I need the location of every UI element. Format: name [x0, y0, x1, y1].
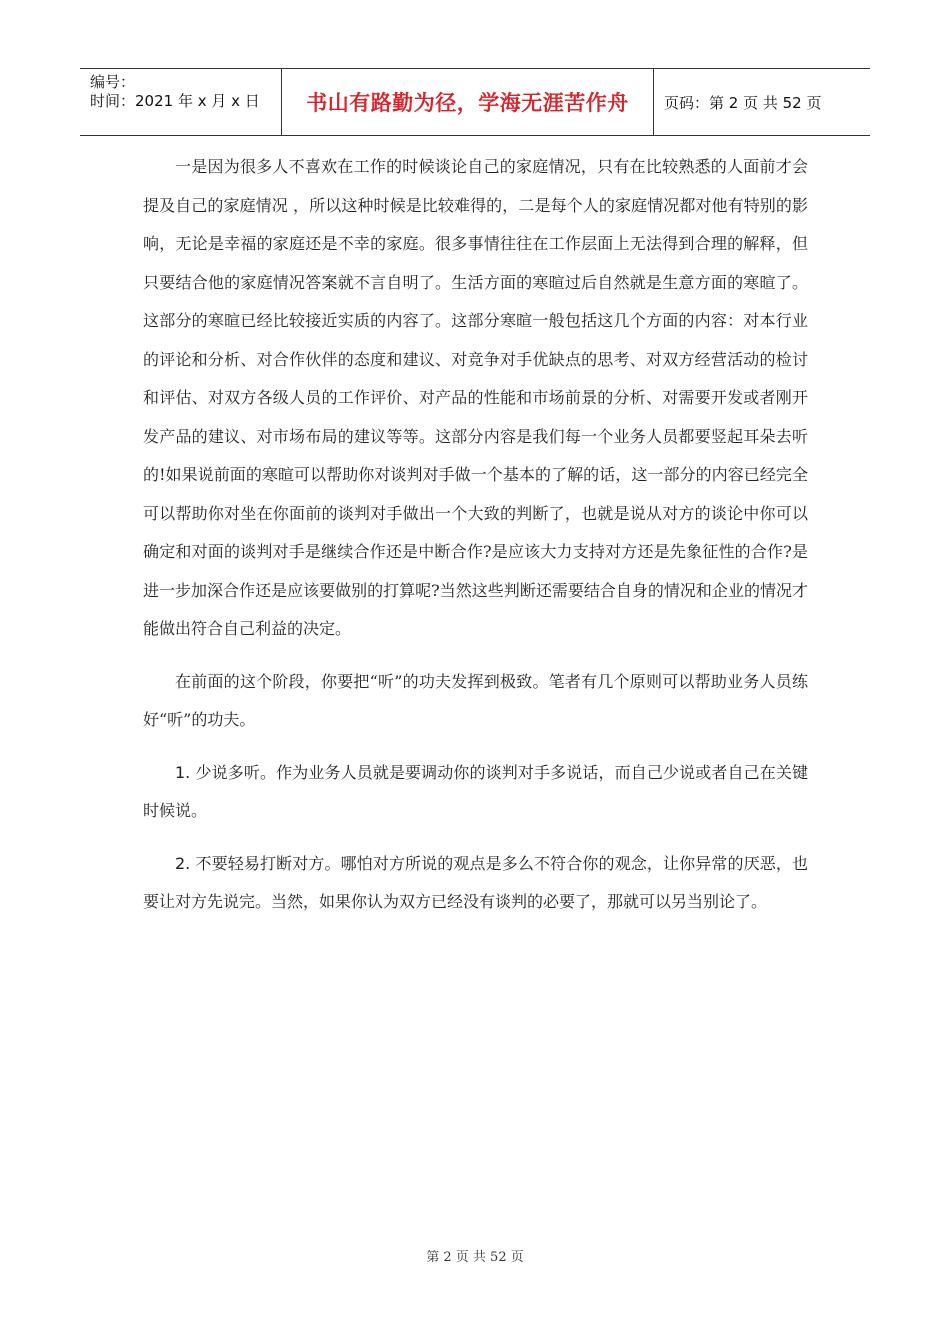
page-footer: 第 2 页 共 52 页	[426, 1250, 524, 1265]
header-meta	[80, 69, 282, 135]
list-item-2-number: 2.	[175, 853, 191, 873]
list-item-2	[143, 845, 808, 922]
list-item-1-text: 少说多听。作为业务人员就是要调动你的谈判对手多说话，而自己少说或者自己在关键时候说。	[143, 762, 808, 820]
list-item-1	[143, 754, 808, 831]
header-motto: 书山有路勤为径，学海无涯苦作舟	[282, 69, 654, 135]
header-page-info: 页码：第 2 页 共 52 页	[664, 93, 822, 112]
body-paragraph-2: 在前面的这个阶段，你要把“听”的功夫发挥到极致。笔者有几个原则可以帮助业务人员练好“听”的功夫。	[143, 671, 808, 729]
header-code-label: 编号：	[90, 73, 136, 91]
document-body	[143, 148, 808, 922]
list-item-2-text: 不要轻易打断对方。哪怕对方所说的观点是多么不符合你的观念，让你异常的厌恶，也要让对方先说完。当然，如果你认为双方已经没有谈判的必要了，那就可以另当别论了。	[143, 853, 808, 911]
list-item-1-number: 1.	[175, 762, 191, 782]
page-header	[80, 68, 870, 136]
body-paragraph-1: 一是因为很多人不喜欢在工作的时候谈论自己的家庭情况，只有在比较熟悉的人面前才会提及自己的家庭情况 ，所以这种时候是比较难得的，二是每个人的家庭情况都对他有特别的影响，无论是幸福的家庭还是不幸的家庭。很多事情往往在工作层面上无法得到合理的解释，但只要结合他的家庭情况答案就不言自明了。生活方面的寒暄过后自然就是生意方面的寒暄了。这部分的寒暄已经比较接近实质的内容了。这部分寒暄一般包括这几个方面的内容：对本行业的评论和分析、对合作伙伴的态度和建议、对竞争对手优缺点的思考、对双方经营活动的检讨和评估、对双方各级人员的工作评价、对产品的性能和市场前景的分析、对需要开发或者刚开发产品的建议、对市场布局的建议等等。这部分内容是我们每一个业务人员都要竖起耳朵去听的!如果说前面的寒暄可以帮助你对谈判对手做一个基本的了解的话，这一部分的内容已经完全可以帮助你对坐在你面前的谈判对手做出一个大致的判断了，也就是说从对方的谈论中你可以确定和对面的谈判对手是继续合作还是中断合作?是应该大力支持对方还是先象征性的合作?是进一步加深合作还是应该要做别的打算呢?当然这些判断还需要结合自身的情况和企业的情况才能做出符合自己利益的决定。	[143, 157, 808, 638]
header-time-label: 时间：2021 年 x 月 x 日	[90, 92, 260, 110]
